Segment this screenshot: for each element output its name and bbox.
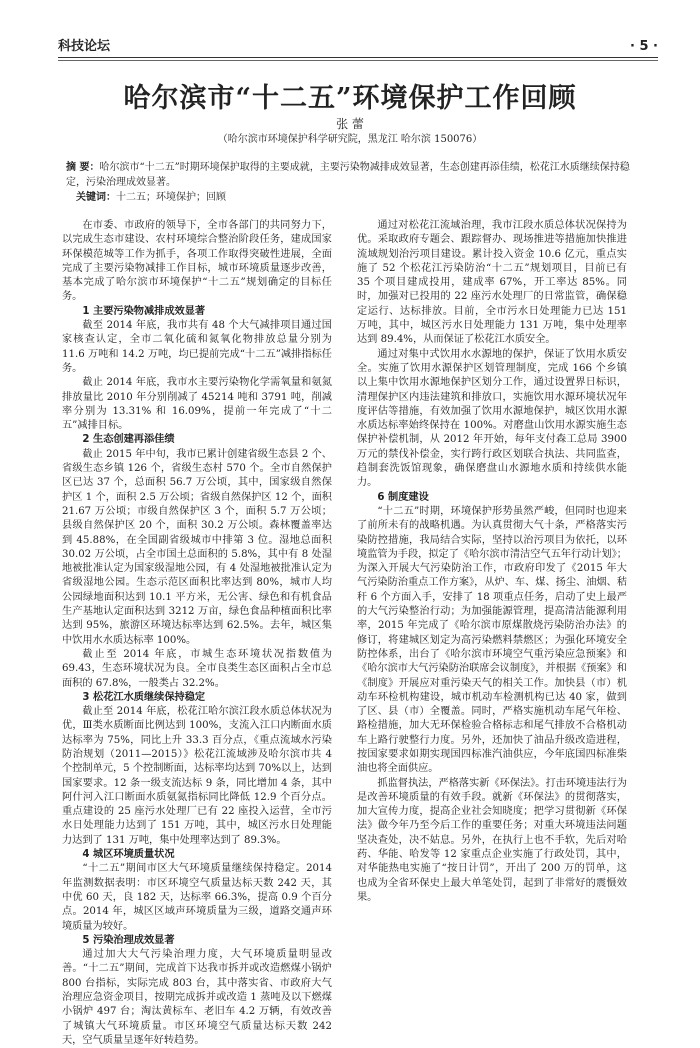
paper-title: 哈尔滨市“十二五”环境保护工作回顾 (123, 83, 577, 114)
body-paragraph: 在市委、市政府的领导下，全市各部门的共同努力下，以完成生态市建设、农村环境综合整治阶段任务，建成国家环保模范城等工作为抓手，各项工作取得突破性进展，全面完成了主要污染物减排工作目标，城市环境质量逐步改善，基本完成了哈尔滨市环境保护“十二五”规划确定的目标任务。 (62, 220, 332, 303)
journal-name: 科技论坛 (58, 39, 111, 54)
body-paragraph: 截止 2015 年中旬，我市已累计创建省级生态县 2 个、省级生态乡镇 126 个，省级生态村 570 个。全市自然保护区已达 37 个，总面积 56.7 万公顷，其中，国家级自然保护区 1 个，面积 2.5 万公顷；省级自然保护区 12 个，面积 21.67 万公顷；市级自然保护区 3 个，面积 5.7 万公顷；县级自然保护区 20 个，面积 30.2 万公顷。森林覆盖率达到 45.88%，在全国副省级城市中排第 3 位。湿地总面积 30.02 万公顷，占全市国土总面积的 5.8%，其中有 8 处湿地被批准认定为国家级湿地公园，有 4 处湿地被批准认定为省级湿地公园。生态示范区面积比率达到 80%，城市人均公园绿地面积达到 10.1 平方米，无公害、绿色和有机食品生产基地认定面积达到 3212 万亩，绿色食品种植面积比率达到 95%，旅游区环境达标率达到 62.5%。去年，城区集中饮用水水质达标率 100%。 (62, 448, 332, 646)
header-rule (58, 57, 658, 58)
page-number: · 5 · (630, 39, 658, 54)
header-rule-thin (58, 60, 658, 61)
body-paragraph: 截止至 2014 年底，市城生态环境状况指数值为 69.43，生态环境状况为良。全市良类生态区面积占全市总面积的 67.8%，一般类占 32.2%。 (62, 648, 332, 689)
body-paragraph: 截止至 2014 年底，松花江哈尔滨江段水质总体状况为优，Ⅲ类水质断面比例达到 100%，支流入江口内断面水质达标率为 75%，同比上升 33.3 百分点，《重点流域水污染防治规划（2011—2015）》松花江流域涉及哈尔滨市共 4 个控制单元，5 个控制断面，达标率均达到 70%以上，达到国家要求。12 条一级支流达标 9 条，同比增加 4 条，其中阿什河入江口断面水质氨氮指标同比降低 12.9 个百分点。重点建设的 25 座污水处理厂已有 22 座投入运营，全市污水日处理能力达到了 151 万吨，其中，城区污水日处理能力达到了 131 万吨，集中处理率达到了 89.3%。 (62, 706, 332, 846)
body-paragraph: 截止 2014 年底，我市水主要污染物化学需氧量和氨氮排放量比 2010 年分别削减了 45214 吨和 3791 吨，削减率分别为 13.31% 和 16.09%，提前一年完成了“十二五”减排目标。 (62, 377, 332, 432)
abstract-label: 摘 要： (66, 162, 100, 173)
section-heading: 6 制度建设 (377, 491, 429, 503)
section-heading: 4 城区环境质量状况 (82, 849, 175, 861)
right-column (357, 219, 627, 905)
section-heading: 1 主要污染物减排成效显著 (82, 305, 206, 317)
keywords-text: 十二五；环境保护；回顾 (116, 192, 226, 203)
body-paragraph: 截至 2014 年底，我市共有 48 个大气减排项目通过国家核查认定，全市二氧化硫和氮氧化物排放总量分别为 11.6 万吨和 14.2 万吨，均已提前完成“十二五”减排指标任务。 (62, 320, 332, 374)
abstract (66, 160, 638, 190)
body-paragraph: “十二五”时期，环境保护形势虽然严峻，但同时也迎来了前所未有的战略机遇。为认真贯彻大气十条，严格落实污染防控措施，我局结合实际，坚持以治污项目为依托，以环境监管为手段，拟定了《哈尔滨市清洁空气五年行动计划》；为深入开展大气污染防治工作，市政府印发了《2015 年大气污染防治重点工作方案》，从炉、车、煤、扬尘、油烟、秸秆 6 个方面入手，安排了 18 项重点任务，启动了史上最严的大气污染整治行动；为加强能源管理，提高清洁能源利用率，2015 年完成了《哈尔滨市原煤散烧污染防治办法》的修订，将建城区划定为高污染燃料禁燃区；为强化环境安全防控体系，出台了《哈尔滨市环境空气重污染应急预案》和《哈尔滨市大气污染防治联席会议制度》，并根据《预案》和《制度》开展应对重污染天气的相关工作。加快县（市）机动车环检机构建设，城市机动车检测机构已达 40 家，做到了区、县（市）全覆盖。同时，严格实施机动车尾气年检、路检措施，加大无环保检验合格标志和尾气排放不合格机动车上路行驶整行力度。另外，还加快了油品升级改造进程，按国家要求如期实现国四标准汽油供应，今年底国四标准柴油也将全面供应。 (357, 505, 627, 775)
keywords (76, 190, 638, 205)
body-paragraph: 抓监督执法，严格落实新《环保法》。打击环境违法行为是改善环境质量的有效手段。就新《环保法》的贯彻落实，加大宣传力度，提高企业社会知晓度；把学习贯彻新《环保法》做今年乃至今后工作的重要任务；对重大环境违法问题坚决查处，决不姑息。另外，在执行上也不手软，先后对哈药、华能、哈发等 12 家重点企业实施了行政处罚，其中，对华能热电实施了“按日计罚”，开出了 200 万的罚单，这也成为全省环保史上最大单笔处罚，起到了非常好的震慑效果。 (357, 777, 627, 903)
body-paragraph: 通过加大大气污染治理力度，大气环境质量明显改善。“十二五”期间，完成首下达我市拆并或改造燃煤小锅炉 800 台指标，实际完成 803 台，其中落实省、市政府大气治理应急资金项目，按期完成拆并或改造 1 蒸吨及以下燃煤小锅炉 497 台；淘汰黄标车、老旧车 4.2 万辆，有效改善了城镇大气环境质量。市区环境空气质量达标天数 242 天，空气质量呈逐年好转趋势。 (62, 949, 332, 1046)
section-heading: 3 松花江水质继续保持稳定 (82, 691, 206, 703)
body-paragraph: 通过对松花江流域治理，我市江段水质总体状况保持为优。采取政府专题会、跟踪督办、现场推进等措施加快推进流域规划治污项目建设。累计投入资金 10.6 亿元，重点实施了 52 个松花江污染防治“十二五”规划项目，目前已有 35 个项目建成投用，建成率 67%，开工率达 85%。同时，加强对已投用的 22 座污水处理厂的日常监管，确保稳定运行、达标排放。目前，全市污水日处理能力已达 151 万吨，其中，城区污水日处理能力 131 万吨，集中处理率达到 89.4%，从而保证了松花江水质安全。 (357, 220, 627, 346)
author: 张 蕾 (336, 117, 364, 131)
left-column (62, 219, 332, 1048)
running-header (58, 36, 658, 54)
keywords-label: 关键词： (76, 192, 116, 203)
section-heading: 2 生态创建再添佳绩 (82, 434, 175, 446)
abstract-text: 哈尔滨市“十二五”时期环境保护取得的主要成就，主要污染物减排成效显著，生态创建再添佳绩，松花江水质继续保持稳定，污染治理成效显著。 (66, 162, 630, 188)
section-heading: 5 污染治理成效显著 (82, 934, 175, 946)
body-paragraph: “十二五”期间市区大气环境质量继续保持稳定。2014 年监测数据表明：市区环境空气质量达标天数 242 天，其中优 60 天，良 182 天，达标率 66.3%，提高 0.9 个百分点。2014 年，城区区域声环境质量为三级，道路交通声环境质量为较好。 (62, 863, 332, 932)
body-paragraph: 通过对集中式饮用水水源地的保护，保证了饮用水质安全。实施了饮用水源保护区划管理制度，完成 166 个乡镇以上集中饮用水源地保护区划分工作，通过设置界日标识，清理保护区内违法建筑和排放口，实施饮用水源环境状况年度评估等措施，有效加强了饮用水源地保护，城区饮用水源水质达标率始终保持在 100%。对磨盘山饮用水源实施生态保护补偿机制，从 2012 年开始，每年支付森工总局 3900 万元的禁伐补偿金，实行跨行政区划联合执法、共同监查，趋制套洗饭馆现象，确保磨盘山水源地水质和持续供水能力。 (357, 348, 627, 489)
affiliation: （哈尔滨市环境保护科学研究院，黑龙江 哈尔滨 150076） (217, 134, 483, 145)
